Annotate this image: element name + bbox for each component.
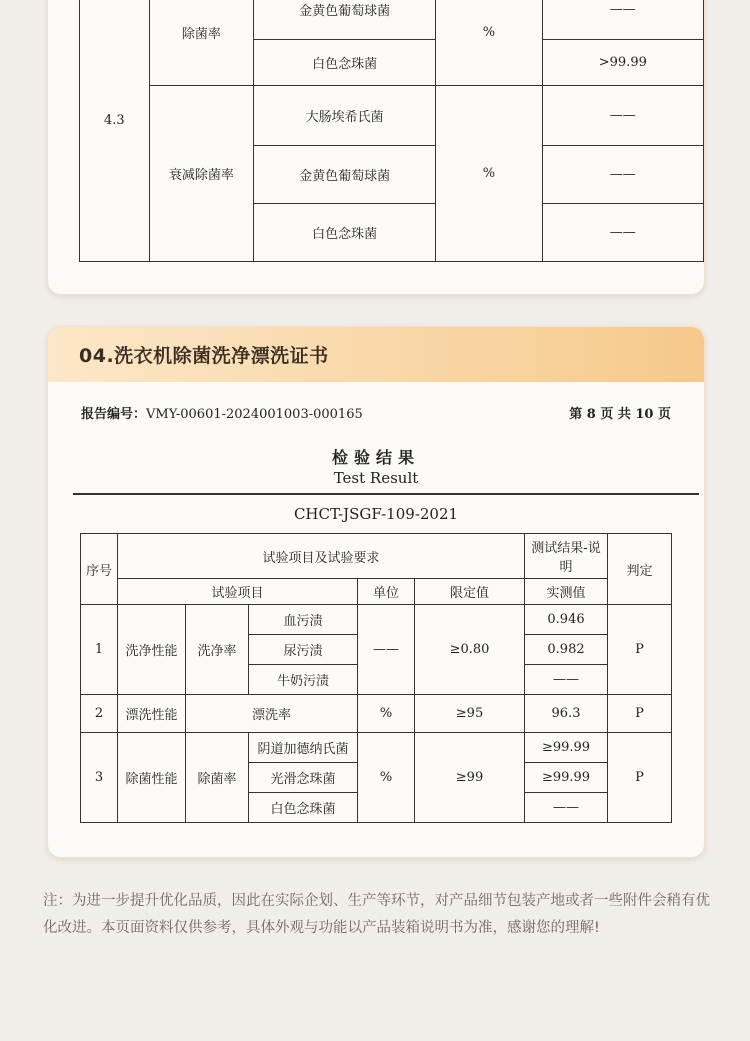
row-number: 2: [81, 695, 118, 733]
stain-name: 牛奶污渍: [249, 665, 358, 695]
header-judgement: 判定: [608, 534, 672, 605]
test-item: 除菌率: [149, 0, 253, 86]
card-header: [48, 327, 704, 382]
category: 漂洗性能: [118, 695, 186, 733]
unit: %: [358, 695, 415, 733]
header-test-item: 试验项目: [118, 579, 358, 605]
item-number: 4.3: [80, 0, 150, 262]
washing-certificate-card: [47, 326, 705, 858]
header-result-desc: 测试结果-说明: [525, 534, 608, 579]
standard-code: CHCT-JSGF-109-2021: [293, 505, 459, 523]
unit: %: [436, 86, 542, 262]
measured-value: ——: [525, 665, 608, 695]
unit: ——: [358, 605, 415, 695]
stain-name: 血污渍: [249, 605, 358, 635]
result: ——: [542, 204, 703, 262]
header-unit: 单位: [358, 579, 415, 605]
table-row: [81, 733, 672, 763]
unit: %: [436, 0, 542, 86]
limit: ≥95: [415, 695, 525, 733]
table-header-row: [81, 534, 672, 579]
organism: 白色念珠菌: [249, 793, 358, 823]
row-number: 3: [81, 733, 118, 823]
result-title-en: Test Result: [333, 469, 419, 487]
table-header-row: [81, 579, 672, 605]
measured-value: 96.3: [525, 695, 608, 733]
row-number: 1: [81, 605, 118, 695]
measured-value: ≥99.99: [525, 763, 608, 793]
sub-item: 除菌率: [186, 733, 249, 823]
measured-value: 0.982: [525, 635, 608, 665]
organism: 金黄色葡萄球菌: [254, 0, 436, 40]
table-row: [81, 605, 672, 635]
result: ——: [542, 146, 703, 204]
test-result-table: [80, 533, 672, 823]
header-limit: 限定值: [415, 579, 525, 605]
measured-value: ≥99.99: [525, 733, 608, 763]
section-title: 04.洗衣机除菌洗净漂洗证书: [79, 345, 329, 367]
organism: 光滑念珠菌: [249, 763, 358, 793]
result-title: 检验结果: [331, 448, 420, 467]
header-measured: 实测值: [525, 579, 608, 605]
test-item: 衰减除菌率: [149, 86, 253, 262]
judgement: P: [608, 605, 672, 695]
result: ——: [542, 0, 703, 40]
result: >99.99: [542, 40, 703, 86]
table-row: [80, 0, 704, 40]
limit: ≥0.80: [415, 605, 525, 695]
organism: 白色念珠菌: [254, 40, 436, 86]
disclaimer-note: 注：为进一步提升优化品质，因此在实际企划、生产等环节，对产品细节包装产地或者一些附件会稍有优化改进。本页面资料仅供参考，具体外观与功能以产品装箱说明书为准，感谢您的理解!: [43, 893, 710, 936]
header-test-items: 试验项目及试验要求: [118, 534, 525, 579]
measured-value: 0.946: [525, 605, 608, 635]
bacteria-removal-table: [79, 0, 704, 262]
judgement: P: [608, 695, 672, 733]
report-number-label: 报告编号：: [81, 407, 147, 422]
limit: ≥99: [415, 733, 525, 823]
measured-value: ——: [525, 793, 608, 823]
sub-item: 洗净率: [186, 605, 249, 695]
category: 洗净性能: [118, 605, 186, 695]
page-indicator: 第 8 页 共 10 页: [569, 407, 671, 422]
divider: [73, 493, 699, 495]
previous-certificate-card: [47, 0, 705, 295]
table-row: [81, 695, 672, 733]
report-info: [81, 403, 671, 422]
judgement: P: [608, 733, 672, 823]
organism: 阴道加德纳氏菌: [249, 733, 358, 763]
table-row: [80, 86, 704, 146]
stain-name: 尿污渍: [249, 635, 358, 665]
organism: 白色念珠菌: [254, 204, 436, 262]
header-seq: 序号: [81, 534, 118, 605]
organism: 金黄色葡萄球菌: [254, 146, 436, 204]
report-number: [81, 403, 363, 422]
result: ——: [542, 86, 703, 146]
sub-item: 漂洗率: [186, 695, 358, 733]
category: 除菌性能: [118, 733, 186, 823]
report-number-value: VMY-00601-2024001003-000165: [146, 407, 363, 422]
organism: 大肠埃希氏菌: [254, 86, 436, 146]
unit: %: [358, 733, 415, 823]
